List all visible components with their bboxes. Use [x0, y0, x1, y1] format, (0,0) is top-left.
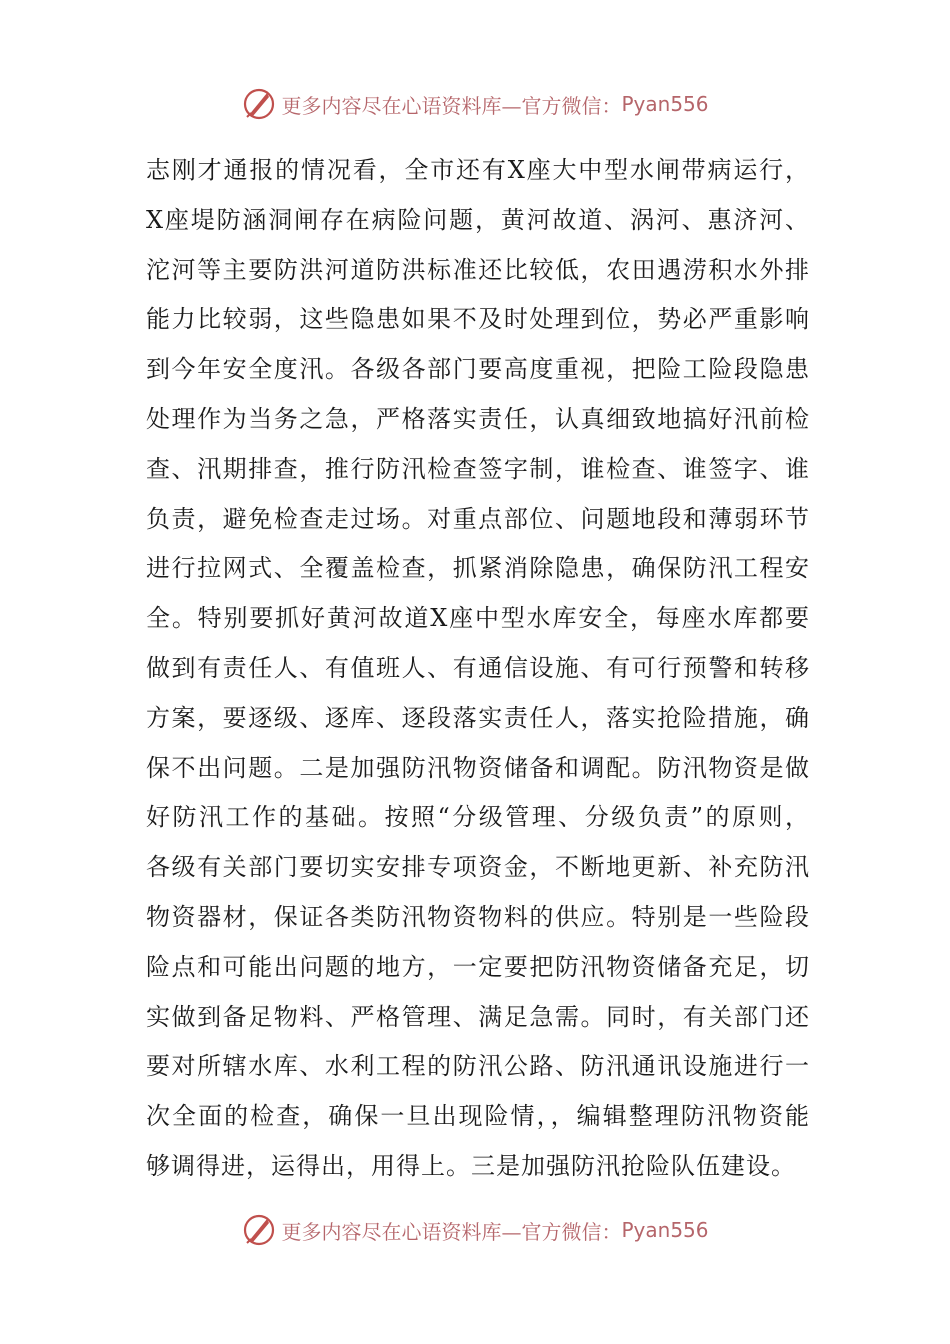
text-line: 要对所辖水库、水利工程的防汛公路、防汛通讯设施进行一: [146, 1052, 810, 1081]
text-line: X座堤防涵洞闸存在病险问题，黄河故道、涡河、惠济河、: [146, 205, 810, 234]
text-line: 到今年安全度汛。各级各部门要高度重视，把险工险段隐患: [146, 355, 810, 384]
watermark-wechat-id: Pyan556: [621, 92, 709, 116]
text-line: 方案，要逐级、逐库、逐段落实责任人，落实抢险措施，确: [146, 703, 810, 732]
text-line: 保不出问题。二是加强防汛物资储备和调配。防汛物资是做: [146, 753, 810, 782]
text-line: 进行拉网式、全覆盖检查，抓紧消除隐患，确保防汛工程安: [146, 554, 810, 583]
header-watermark: [0, 84, 950, 124]
text-line: 全。特别要抓好黄河故道X座中型水库安全，每座水库都要: [146, 604, 810, 633]
quill-logo-icon: [241, 1212, 277, 1248]
document-body: [146, 146, 810, 1192]
watermark-site-text: 更多内容尽在心语资料库—官方微信：: [281, 1219, 622, 1244]
text-line: 各级有关部门要切实安排专项资金，不断地更新、补充防汛: [146, 853, 810, 882]
quill-logo-icon: [241, 86, 277, 122]
watermark-wechat-id: Pyan556: [621, 1218, 709, 1242]
text-line: 查、汛期排查，推行防汛检查签字制，谁检查、谁签字、谁: [146, 454, 810, 483]
text-line: 志刚才通报的情况看，全市还有X座大中型水闸带病运行，: [146, 156, 810, 184]
text-line: 够调得进，运得出，用得上。三是加强防汛抢险队伍建设。: [146, 1151, 796, 1180]
text-line: 处理作为当务之急，严格落实责任，认真细致地搞好汛前检: [146, 404, 810, 433]
text-line: 次全面的检查，确保一旦出现险情，，编辑整理防汛物资能: [146, 1102, 810, 1131]
text-line: 沱河等主要防洪河道防洪标准还比较低，农田遇涝积水外排: [146, 255, 810, 284]
text-line: 物资器材，保证各类防汛物资物料的供应。特别是一些险段: [146, 902, 810, 931]
text-line: 实做到备足物料、严格管理、满足急需。同时，有关部门还: [146, 1002, 810, 1031]
text-line: 负责，避免检查走过场。对重点部位、问题地段和薄弱环节: [146, 504, 810, 533]
text-line: 做到有责任人、有值班人、有通信设施、有可行预警和转移: [146, 653, 810, 682]
footer-watermark: [0, 1210, 950, 1250]
text-line: 好防汛工作的基础。按照“分级管理、分级负责”的原则，: [146, 803, 810, 832]
watermark-site-text: 更多内容尽在心语资料库—官方微信：: [281, 93, 622, 118]
text-line: 险点和可能出问题的地方，一定要把防汛物资储备充足，切: [146, 952, 810, 981]
text-line: 能力比较弱，这些隐患如果不及时处理到位，势必严重影响: [146, 305, 810, 334]
